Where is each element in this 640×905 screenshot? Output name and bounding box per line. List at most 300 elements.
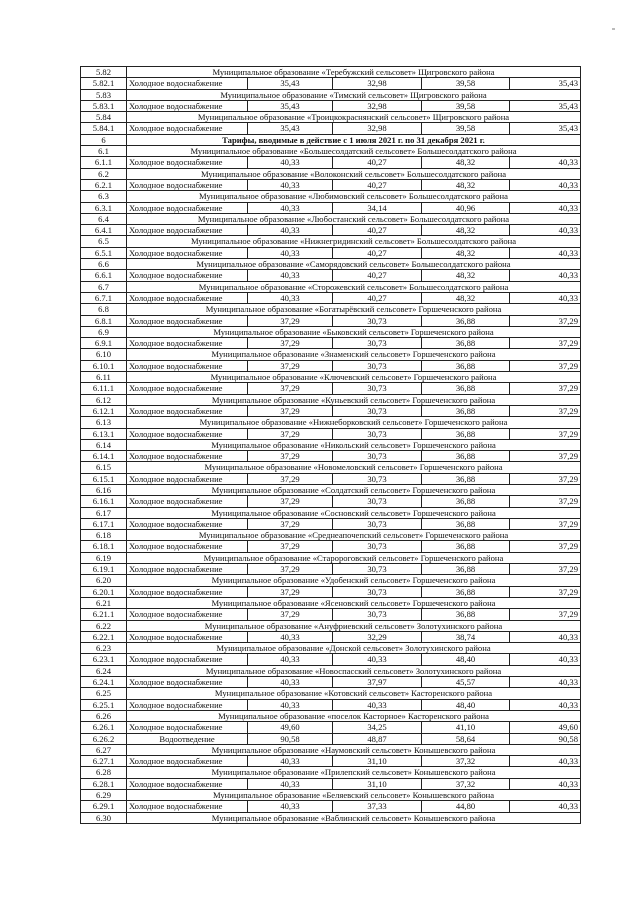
municipality-row: [81, 552, 581, 563]
tariff-value: 39,58: [422, 100, 510, 111]
row-number: 5.82: [81, 67, 127, 78]
tariff-value: 37,29: [248, 473, 333, 484]
tariff-value: 37,29: [510, 360, 581, 371]
municipality-name: Муниципальное образование «Сторожевский сельсовет» Большесолдатского района: [127, 281, 581, 292]
tariff-value: 48,32: [422, 270, 510, 281]
service-name: Холодное водоснабжение: [127, 383, 248, 394]
tariff-row: [81, 100, 581, 111]
tariff-value: 36,88: [422, 428, 510, 439]
tariff-value: 40,33: [248, 631, 333, 642]
tariff-value: 40,96: [422, 202, 510, 213]
tariff-value: 30,73: [333, 586, 422, 597]
tariff-value: 37,29: [510, 428, 581, 439]
tariff-row: [81, 428, 581, 439]
tariff-value: 37,29: [248, 405, 333, 416]
tariff-value: 37,29: [248, 564, 333, 575]
tariff-value: 40,33: [248, 270, 333, 281]
municipality-name: Муниципальное образование «Беляевский сельсовет» Конышевского района: [127, 790, 581, 801]
tariff-value: 37,29: [510, 338, 581, 349]
service-name: Холодное водоснабжение: [127, 722, 248, 733]
tariff-row: [81, 123, 581, 134]
row-number: 6.18.1: [81, 541, 127, 552]
municipality-name: Муниципальное образование «Ясеновский сельсовет» Горшеченского района: [127, 597, 581, 608]
row-number: 6.7: [81, 281, 127, 292]
municipality-name: Муниципальное образование «Удобенский сельсовет» Горшеченского района: [127, 575, 581, 586]
municipality-row: [81, 575, 581, 586]
tariff-value: 40,33: [248, 247, 333, 258]
tariff-value: 48,32: [422, 179, 510, 190]
row-number: 6.2.1: [81, 179, 127, 190]
tariff-table-body: [81, 67, 581, 824]
row-number: 6.8.1: [81, 315, 127, 326]
row-number: 6.19: [81, 552, 127, 563]
municipality-name: Муниципальное образование «Котовский сельсовет» Касторенского района: [127, 688, 581, 699]
tariff-value: 36,88: [422, 496, 510, 507]
municipality-row: [81, 790, 581, 801]
row-number: 5.83: [81, 89, 127, 100]
row-number: 6.21: [81, 597, 127, 608]
municipality-row: [81, 767, 581, 778]
row-number: 6.28.1: [81, 778, 127, 789]
tariff-value: 39,58: [422, 78, 510, 89]
tariff-value: 37,97: [333, 677, 422, 688]
service-name: Холодное водоснабжение: [127, 225, 248, 236]
tariff-value: 37,29: [248, 451, 333, 462]
tariff-value: 30,73: [333, 383, 422, 394]
tariff-row: [81, 451, 581, 462]
municipality-row: [81, 643, 581, 654]
tariff-value: 30,73: [333, 451, 422, 462]
tariff-value: 37,29: [510, 541, 581, 552]
tariff-row: [81, 78, 581, 89]
tariff-value: 49,60: [248, 722, 333, 733]
tariff-value: 40,33: [510, 292, 581, 303]
municipality-row: [81, 236, 581, 247]
row-number: 6.16: [81, 484, 127, 495]
municipality-row: [81, 89, 581, 100]
tariff-table: [80, 66, 581, 824]
tariff-value: 40,33: [510, 699, 581, 710]
municipality-name: Муниципальное образование «Любостанский сельсовет» Большесолдатского района: [127, 213, 581, 224]
tariff-value: 48,32: [422, 157, 510, 168]
service-name: Холодное водоснабжение: [127, 473, 248, 484]
tariff-value: 31,10: [333, 778, 422, 789]
municipality-row: [81, 281, 581, 292]
service-name: Холодное водоснабжение: [127, 202, 248, 213]
tariff-value: 40,27: [333, 157, 422, 168]
tariff-value: 40,33: [510, 179, 581, 190]
tariff-value: 36,88: [422, 564, 510, 575]
row-number: 5.83.1: [81, 100, 127, 111]
row-number: 6.30: [81, 812, 127, 823]
municipality-name: Муниципальное образование «Быковский сельсовет» Горшеченского района: [127, 326, 581, 337]
tariff-value: 36,88: [422, 405, 510, 416]
service-name: Холодное водоснабжение: [127, 564, 248, 575]
municipality-name: Муниципальное образование «Никольский сельсовет» Горшеченского района: [127, 439, 581, 450]
service-name: Холодное водоснабжение: [127, 123, 248, 134]
tariff-value: 37,29: [510, 451, 581, 462]
row-number: 6.22.1: [81, 631, 127, 642]
tariff-value: 90,58: [510, 733, 581, 744]
municipality-name: Муниципальное образование «Старороговский сельсовет» Горшеченского района: [127, 552, 581, 563]
row-number: 6.14: [81, 439, 127, 450]
municipality-row: [81, 349, 581, 360]
tariff-value: 35,43: [510, 123, 581, 134]
municipality-name: Муниципальное образование «Новоспасский сельсовет» Золотухинского района: [127, 665, 581, 676]
row-number: 6.20.1: [81, 586, 127, 597]
tariff-value: 48,32: [422, 247, 510, 258]
tariff-value: 45,57: [422, 677, 510, 688]
tariff-value: 37,29: [510, 609, 581, 620]
row-number: 6.16.1: [81, 496, 127, 507]
service-name: Холодное водоснабжение: [127, 778, 248, 789]
tariff-value: 37,29: [248, 586, 333, 597]
municipality-name: Муниципальное образование «Знаменский сельсовет» Горшеченского района: [127, 349, 581, 360]
municipality-row: [81, 394, 581, 405]
municipality-row: [81, 112, 581, 123]
tariff-value: 30,73: [333, 564, 422, 575]
tariff-value: 37,29: [248, 315, 333, 326]
municipality-name: Муниципальное образование «Саморядовский сельсовет» Большесолдатского района: [127, 259, 581, 270]
row-number: 6.7.1: [81, 292, 127, 303]
municipality-name: Муниципальное образование «Наумовский сельсовет» Конышевского района: [127, 744, 581, 755]
municipality-name: Муниципальное образование «Сосновский сельсовет» Горшеченского района: [127, 507, 581, 518]
row-number: 5.84.1: [81, 123, 127, 134]
row-number: 6.26.2: [81, 733, 127, 744]
municipality-row: [81, 812, 581, 823]
row-number: 6.13.1: [81, 428, 127, 439]
municipality-row: [81, 710, 581, 721]
tariff-value: 40,33: [248, 654, 333, 665]
municipality-name: Муниципальное образование «Волоконский сельсовет» Большесолдатского района: [127, 168, 581, 179]
tariff-value: 40,33: [510, 756, 581, 767]
tariff-row: [81, 496, 581, 507]
municipality-name: Муниципальное образование «Донской сельсовет» Золотухинского района: [127, 643, 581, 654]
tariff-value: 90,58: [248, 733, 333, 744]
tariff-value: 35,43: [510, 100, 581, 111]
tariff-value: 36,88: [422, 451, 510, 462]
municipality-row: [81, 744, 581, 755]
row-number: 6.26.1: [81, 722, 127, 733]
tariff-value: 48,32: [422, 225, 510, 236]
tariff-value: 48,87: [333, 733, 422, 744]
row-number: 6.27: [81, 744, 127, 755]
row-number: 6.24.1: [81, 677, 127, 688]
tariff-value: 37,29: [248, 360, 333, 371]
tariff-value: 30,73: [333, 473, 422, 484]
municipality-row: [81, 259, 581, 270]
row-number: 6.23.1: [81, 654, 127, 665]
service-name: Холодное водоснабжение: [127, 315, 248, 326]
tariff-value: 34,14: [333, 202, 422, 213]
row-number: 6.6.1: [81, 270, 127, 281]
municipality-row: [81, 304, 581, 315]
tariff-value: 37,32: [422, 778, 510, 789]
section-heading: Тарифы, вводимые в действие с 1 июля 2021 г. по 31 декабря 2021 г.: [127, 134, 581, 145]
service-name: Холодное водоснабжение: [127, 179, 248, 190]
tariff-value: 37,29: [248, 383, 333, 394]
tariff-value: 32,29: [333, 631, 422, 642]
row-number: 6.8: [81, 304, 127, 315]
service-name: Холодное водоснабжение: [127, 405, 248, 416]
municipality-row: [81, 665, 581, 676]
tariff-row: [81, 518, 581, 529]
tariff-value: 40,33: [248, 292, 333, 303]
tariff-value: 30,73: [333, 428, 422, 439]
tariff-value: 30,73: [333, 405, 422, 416]
tariff-value: 48,32: [422, 292, 510, 303]
tariff-row: [81, 202, 581, 213]
tariff-row: [81, 157, 581, 168]
row-number: 6.4.1: [81, 225, 127, 236]
municipality-row: [81, 597, 581, 608]
tariff-value: 40,33: [510, 270, 581, 281]
row-number: 5.84: [81, 112, 127, 123]
service-name: Холодное водоснабжение: [127, 518, 248, 529]
municipality-row: [81, 439, 581, 450]
tariff-row: [81, 473, 581, 484]
row-number: 6.9.1: [81, 338, 127, 349]
municipality-row: [81, 530, 581, 541]
tariff-value: 40,33: [510, 631, 581, 642]
municipality-name: Муниципальное образование «Ваблинский сельсовет» Конышевского района: [127, 812, 581, 823]
tariff-value: 40,27: [333, 225, 422, 236]
service-name: Холодное водоснабжение: [127, 247, 248, 258]
tariff-value: 40,27: [333, 247, 422, 258]
tariff-row: [81, 405, 581, 416]
tariff-value: 30,73: [333, 496, 422, 507]
tariff-value: 40,33: [333, 699, 422, 710]
row-number: 6.10: [81, 349, 127, 360]
row-number: 6.15.1: [81, 473, 127, 484]
municipality-row: [81, 213, 581, 224]
municipality-name: Муниципальное образование «Богатырёвский сельсовет» Горшеченского района: [127, 304, 581, 315]
row-number: 6.6: [81, 259, 127, 270]
tariff-value: 35,43: [248, 100, 333, 111]
service-name: Холодное водоснабжение: [127, 496, 248, 507]
municipality-name: Муниципальное образование «Новомеловский сельсовет» Горшеченского района: [127, 462, 581, 473]
municipality-name: Муниципальное образование «Среднеапочепский сельсовет» Горшеченского района: [127, 530, 581, 541]
tariff-value: 36,88: [422, 383, 510, 394]
tariff-value: 49,60: [510, 722, 581, 733]
tariff-value: 40,33: [248, 202, 333, 213]
row-number: 6.11.1: [81, 383, 127, 394]
row-number: 6: [81, 134, 127, 145]
tariff-value: 37,29: [510, 405, 581, 416]
tariff-value: 37,29: [510, 383, 581, 394]
tariff-row: [81, 756, 581, 767]
tariff-value: 37,29: [248, 518, 333, 529]
service-name: Холодное водоснабжение: [127, 360, 248, 371]
tariff-value: 44,80: [422, 801, 510, 812]
service-name: Холодное водоснабжение: [127, 586, 248, 597]
municipality-name: Муниципальное образование «Нижнегридинский сельсовет» Большесолдатского района: [127, 236, 581, 247]
municipality-row: [81, 146, 581, 157]
row-number: 6.12: [81, 394, 127, 405]
row-number: 6.1.1: [81, 157, 127, 168]
row-number: 6.5: [81, 236, 127, 247]
municipality-name: Муниципальное образование «Куньевский сельсовет» Горшеченского района: [127, 394, 581, 405]
tariff-value: 37,32: [422, 756, 510, 767]
tariff-value: 48,40: [422, 699, 510, 710]
row-number: 6.19.1: [81, 564, 127, 575]
tariff-value: 36,88: [422, 473, 510, 484]
tariff-value: 58,64: [422, 733, 510, 744]
tariff-value: 40,33: [248, 699, 333, 710]
municipality-name: Муниципальное образование «Большесолдатский сельсовет» Большесолдатского района: [127, 146, 581, 157]
municipality-name: Муниципальное образование «Любимовский сельсовет» Большесолдатского района: [127, 191, 581, 202]
tariff-value: 37,33: [333, 801, 422, 812]
service-name: Холодное водоснабжение: [127, 100, 248, 111]
tariff-value: 40,33: [510, 778, 581, 789]
row-number: 6.9: [81, 326, 127, 337]
tariff-value: 37,29: [510, 473, 581, 484]
tariff-row: [81, 225, 581, 236]
municipality-row: [81, 168, 581, 179]
tariff-row: [81, 247, 581, 258]
municipality-name: Муниципальное образование «Нижнеборковский сельсовет» Горшеченского района: [127, 417, 581, 428]
tariff-value: 40,33: [248, 801, 333, 812]
tariff-row: [81, 609, 581, 620]
municipality-row: [81, 620, 581, 631]
tariff-value: 40,27: [333, 179, 422, 190]
tariff-value: 40,33: [248, 179, 333, 190]
tariff-row: [81, 564, 581, 575]
municipality-row: [81, 507, 581, 518]
tariff-row: [81, 801, 581, 812]
municipality-name: Муниципальное образование «Троицкокраснянский сельсовет» Щигровского района: [127, 112, 581, 123]
tariff-row: [81, 586, 581, 597]
tariff-value: 40,33: [248, 677, 333, 688]
tariff-value: 40,27: [333, 292, 422, 303]
tariff-value: 40,33: [248, 225, 333, 236]
service-name: Холодное водоснабжение: [127, 801, 248, 812]
tariff-value: 31,10: [333, 756, 422, 767]
row-number: 6.20: [81, 575, 127, 586]
tariff-row: [81, 677, 581, 688]
municipality-row: [81, 191, 581, 202]
tariff-value: 37,29: [510, 564, 581, 575]
row-number: 6.29: [81, 790, 127, 801]
tariff-value: 37,29: [248, 428, 333, 439]
tariff-row: [81, 383, 581, 394]
tariff-value: 40,33: [248, 778, 333, 789]
service-name: Холодное водоснабжение: [127, 270, 248, 281]
row-number: 6.26: [81, 710, 127, 721]
tariff-row: [81, 292, 581, 303]
row-number: 6.13: [81, 417, 127, 428]
tariff-value: 37,29: [510, 315, 581, 326]
service-name: Холодное водоснабжение: [127, 541, 248, 552]
row-number: 6.3.1: [81, 202, 127, 213]
tariff-row: [81, 541, 581, 552]
row-number: 6.22: [81, 620, 127, 631]
service-name: Холодное водоснабжение: [127, 631, 248, 642]
tariff-value: 38,74: [422, 631, 510, 642]
tariff-value: 37,29: [248, 609, 333, 620]
tariff-value: 30,73: [333, 315, 422, 326]
row-number: 6.21.1: [81, 609, 127, 620]
service-name: Холодное водоснабжение: [127, 292, 248, 303]
municipality-row: [81, 462, 581, 473]
service-name: Холодное водоснабжение: [127, 428, 248, 439]
municipality-name: Муниципальное образование «Прилепский сельсовет» Конышевского района: [127, 767, 581, 778]
tariff-value: 36,88: [422, 541, 510, 552]
service-name: Холодное водоснабжение: [127, 451, 248, 462]
tariff-value: 36,88: [422, 609, 510, 620]
tariff-value: 37,29: [248, 541, 333, 552]
tariff-value: 30,73: [333, 609, 422, 620]
row-number: 6.25: [81, 688, 127, 699]
row-number: 6.27.1: [81, 756, 127, 767]
service-name: Водоотведение: [127, 733, 248, 744]
tariff-value: 36,88: [422, 586, 510, 597]
tariff-row: [81, 778, 581, 789]
tariff-value: 39,58: [422, 123, 510, 134]
tariff-value: 36,88: [422, 338, 510, 349]
section-heading-row: [81, 134, 581, 145]
service-name: Холодное водоснабжение: [127, 157, 248, 168]
tariff-value: 40,27: [333, 270, 422, 281]
tariff-value: 40,33: [510, 157, 581, 168]
row-number: 6.17.1: [81, 518, 127, 529]
row-number: 6.2: [81, 168, 127, 179]
row-number: 5.82.1: [81, 78, 127, 89]
tariff-value: 40,33: [510, 225, 581, 236]
service-name: Холодное водоснабжение: [127, 609, 248, 620]
tariff-value: 37,29: [510, 496, 581, 507]
row-number: 6.24: [81, 665, 127, 676]
row-number: 6.18: [81, 530, 127, 541]
scan-mark: [612, 28, 615, 30]
municipality-row: [81, 326, 581, 337]
row-number: 6.11: [81, 372, 127, 383]
tariff-row: [81, 338, 581, 349]
tariff-value: 37,29: [248, 496, 333, 507]
tariff-row: [81, 699, 581, 710]
tariff-value: 32,98: [333, 78, 422, 89]
tariff-value: 40,33: [510, 801, 581, 812]
tariff-value: 32,98: [333, 123, 422, 134]
municipality-name: Муниципальное образование «Тимский сельсовет» Щигровского района: [127, 89, 581, 100]
tariff-value: 35,43: [510, 78, 581, 89]
municipality-row: [81, 372, 581, 383]
tariff-value: 40,33: [248, 157, 333, 168]
tariff-value: 40,33: [510, 654, 581, 665]
row-number: 6.14.1: [81, 451, 127, 462]
tariff-value: 34,25: [333, 722, 422, 733]
municipality-name: Муниципальное образование «Теребужский сельсовет» Щигровского района: [127, 67, 581, 78]
tariff-value: 30,73: [333, 518, 422, 529]
municipality-name: Муниципальное образование «Ануфриевский сельсовет» Золотухинского района: [127, 620, 581, 631]
tariff-value: 37,29: [248, 338, 333, 349]
municipality-row: [81, 688, 581, 699]
row-number: 6.4: [81, 213, 127, 224]
tariff-value: 36,88: [422, 315, 510, 326]
tariff-row: [81, 722, 581, 733]
service-name: Холодное водоснабжение: [127, 654, 248, 665]
row-number: 6.28: [81, 767, 127, 778]
tariff-value: 40,33: [510, 677, 581, 688]
row-number: 6.12.1: [81, 405, 127, 416]
tariff-row: [81, 315, 581, 326]
tariff-value: 30,73: [333, 541, 422, 552]
row-number: 6.1: [81, 146, 127, 157]
tariff-value: 37,29: [510, 518, 581, 529]
row-number: 6.29.1: [81, 801, 127, 812]
municipality-name: Муниципальное образование «Ключевский сельсовет» Горшеченского района: [127, 372, 581, 383]
tariff-value: 30,73: [333, 360, 422, 371]
